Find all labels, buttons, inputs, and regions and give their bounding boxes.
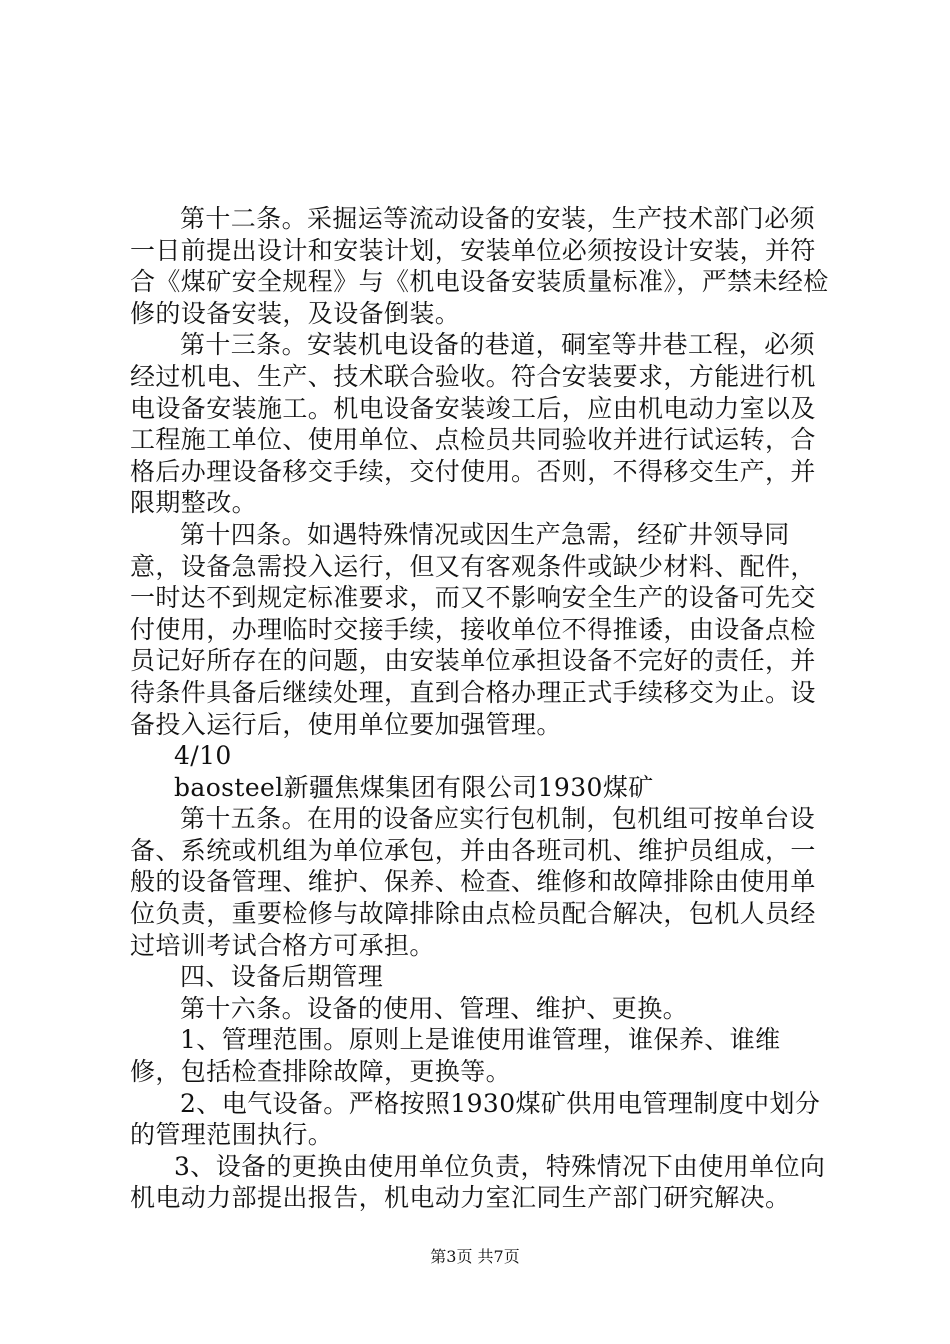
article-14-paragraph: 第十四条。如遇特殊情况或因生产急需，经矿井领导同意，设备急需投入运行，但又有客观条件或缺少材料、配件，一时达不到规定标准要求，而又不影响安全生产的设备可先交付使用，办理临时交接手续，接收单位不得推诿，由设备点检员记好所存在的问题，由安装单位承担设备不完好的责任，并待条件具备后继续处理，直到合格办理正式手续移交为止。设备投入运行后，使用单位要加强管理。: [130, 519, 816, 739]
article-12-paragraph: 第十二条。采掘运等流动设备的安装，生产技术部门必须一日前提出设计和安装计划，安装单位必须按设计安装，并符合《煤矿安全规程》与《机电设备安装质量标准》，严禁未经检修的设备安装，及设备倒装。: [130, 204, 829, 328]
page-marker: 4/10: [174, 741, 232, 771]
item-1-paragraph: 1、管理范围。原则上是谁使用谁管理，谁保养、谁维修，包括检查排除故障，更换等。: [130, 1025, 781, 1087]
article-15-paragraph: 第十五条。在用的设备应实行包机制，包机组可按单台设备、系统或机组为单位承包，并由各班司机、维护员组成，一般的设备管理、维护、保养、检查、维修和故障排除由使用单位负责，重要检修与故障排除由点检员配合解决，包机人员经过培训考试合格方可承担。: [130, 804, 816, 960]
article-16-paragraph: 第十六条。设备的使用、管理、维护、更换。: [180, 993, 689, 1023]
company-header: baosteel新疆焦煤集团有限公司1930煤矿: [174, 772, 654, 802]
document-body: [130, 203, 830, 1214]
article-13-paragraph: 第十三条。安装机电设备的巷道，硐室等井巷工程，必须经过机电、生产、技术联合验收。符合安装要求，方能进行机电设备安装施工。机电设备安装竣工后，应由机电动力室以及工程施工单位、使用单位、点检员共同验收并进行试运转，合格后办理设备移交手续，交付使用。否则，不得移交生产，并限期整改。: [130, 330, 816, 518]
section-heading: 四、设备后期管理: [180, 962, 384, 992]
page-footer: 第3页 共7页: [430, 1247, 520, 1266]
item-3-paragraph: 3、设备的更换由使用单位负责，特殊情况下由使用单位向机电动力部提出报告，机电动力室汇同生产部门研究解决。: [130, 1151, 826, 1213]
item-2-paragraph: 2、电气设备。严格按照1930煤矿供用电管理制度中划分的管理范围执行。: [130, 1088, 821, 1150]
